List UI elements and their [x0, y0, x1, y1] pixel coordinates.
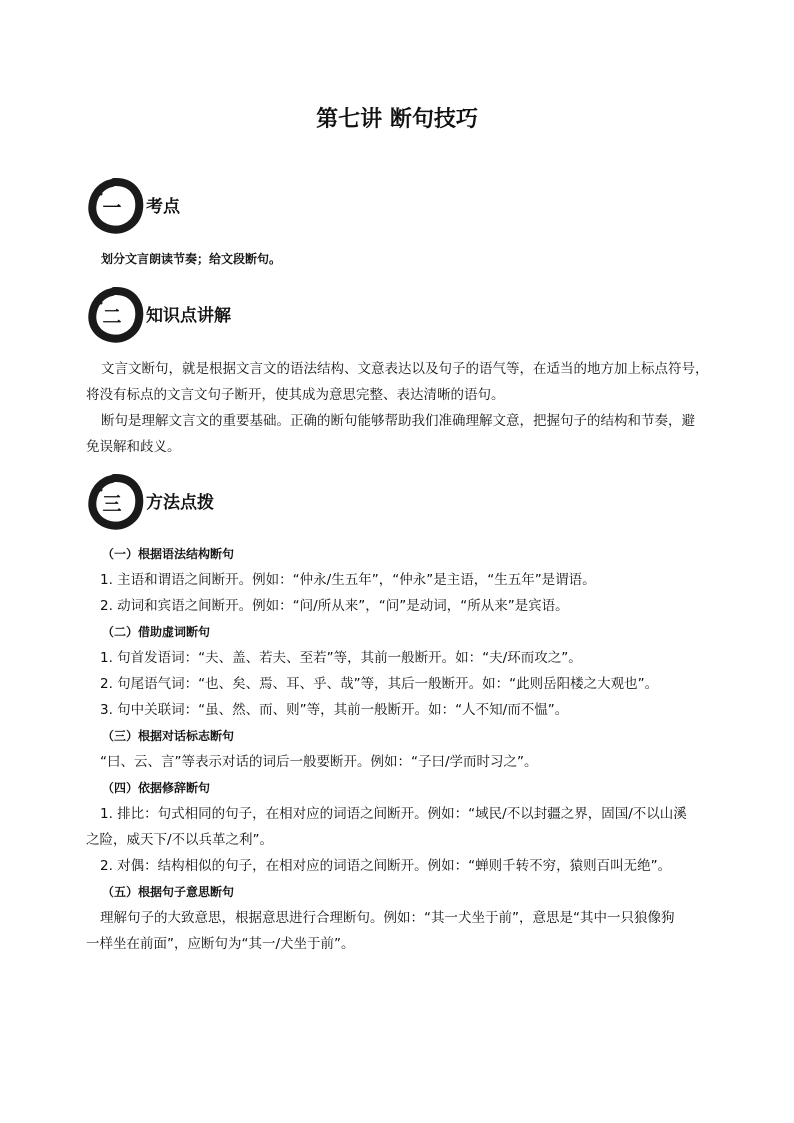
- section-header-kaodian: [86, 176, 486, 236]
- method-item: 理解句子的大致意思，根据意思进行合理断句。例如：“其一犬坐于前”，意思是“其中一只狼像狗: [100, 910, 675, 926]
- section-number: 二: [102, 306, 122, 328]
- method-item: 1. 排比：句式相同的句子，在相对应的词语之间断开。例如：“域民/不以封疆之界，固国/不以山溪: [100, 806, 687, 822]
- paragraph-line: 将没有标点的文言文句子断开，使其成为意思完整、表达清晰的语句。: [86, 387, 505, 403]
- method-subheading: （五）根据句子意思断句: [102, 885, 235, 899]
- paragraph-line: 文言文断句，就是根据文言文的语法结构、文意表达以及句子的语气等，在适当的地方加上标点符号，: [101, 361, 709, 377]
- paragraph-line: 断句是理解文言文的重要基础。正确的断句能够帮助我们准确理解文意，把握句子的结构和节奏，避: [101, 413, 695, 429]
- section-header-methods: [86, 472, 486, 532]
- kaodian-content: 划分文言朗读节奏；给文段断句。: [101, 252, 282, 266]
- method-item-continued: 一样坐在前面”，应断句为“其一/犬坐于前”。: [86, 936, 355, 952]
- section-number: 三: [102, 493, 122, 515]
- method-item: 2. 对偶：结构相似的句子，在相对应的词语之间断开。例如：“蝉则千转不穷，猿则百叫无绝”。: [100, 858, 672, 874]
- method-item: 3. 句中关联词：“虽、然、而、则”等，其前一般断开。如：“人不知/而不愠”。: [100, 702, 569, 718]
- method-item: 2. 动词和宾语之间断开。例如：“问/所从来”，“问”是动词，“所从来”是宾语。: [100, 598, 569, 614]
- page-title: 第七讲 断句技巧: [316, 107, 478, 132]
- paragraph-line: 免误解和歧义。: [86, 439, 181, 455]
- method-item-continued: 之险，威天下/不以兵革之利”。: [86, 832, 274, 848]
- section-heading: 方法点拨: [146, 493, 214, 513]
- method-item: 2. 句尾语气词：“也、矣、焉、耳、乎、哉”等，其后一般断开。如：“此则岳阳楼之大观也”。: [100, 676, 659, 692]
- section-header-knowledge: [86, 285, 486, 345]
- section-heading: 考点: [146, 197, 180, 217]
- method-item: “曰、云、言”等表示对话的词后一般要断开。例如：“子曰/学而时习之”。: [100, 754, 538, 770]
- section-number: 一: [102, 197, 122, 219]
- method-subheading: （一）根据语法结构断句: [102, 547, 235, 561]
- method-subheading: （二）借助虚词断句: [102, 625, 211, 639]
- method-subheading: （三）根据对话标志断句: [102, 729, 235, 743]
- method-item: 1. 主语和谓语之间断开。例如：“仲永/生五年”，“仲永”是主语，“生五年”是谓语。: [100, 572, 596, 588]
- method-subheading: （四）依据修辞断句: [102, 781, 211, 795]
- section-heading: 知识点讲解: [146, 306, 231, 326]
- method-item: 1. 句首发语词：“夫、盖、若夫、至若”等，其前一般断开。如：“夫/环而攻之”。: [100, 650, 582, 666]
